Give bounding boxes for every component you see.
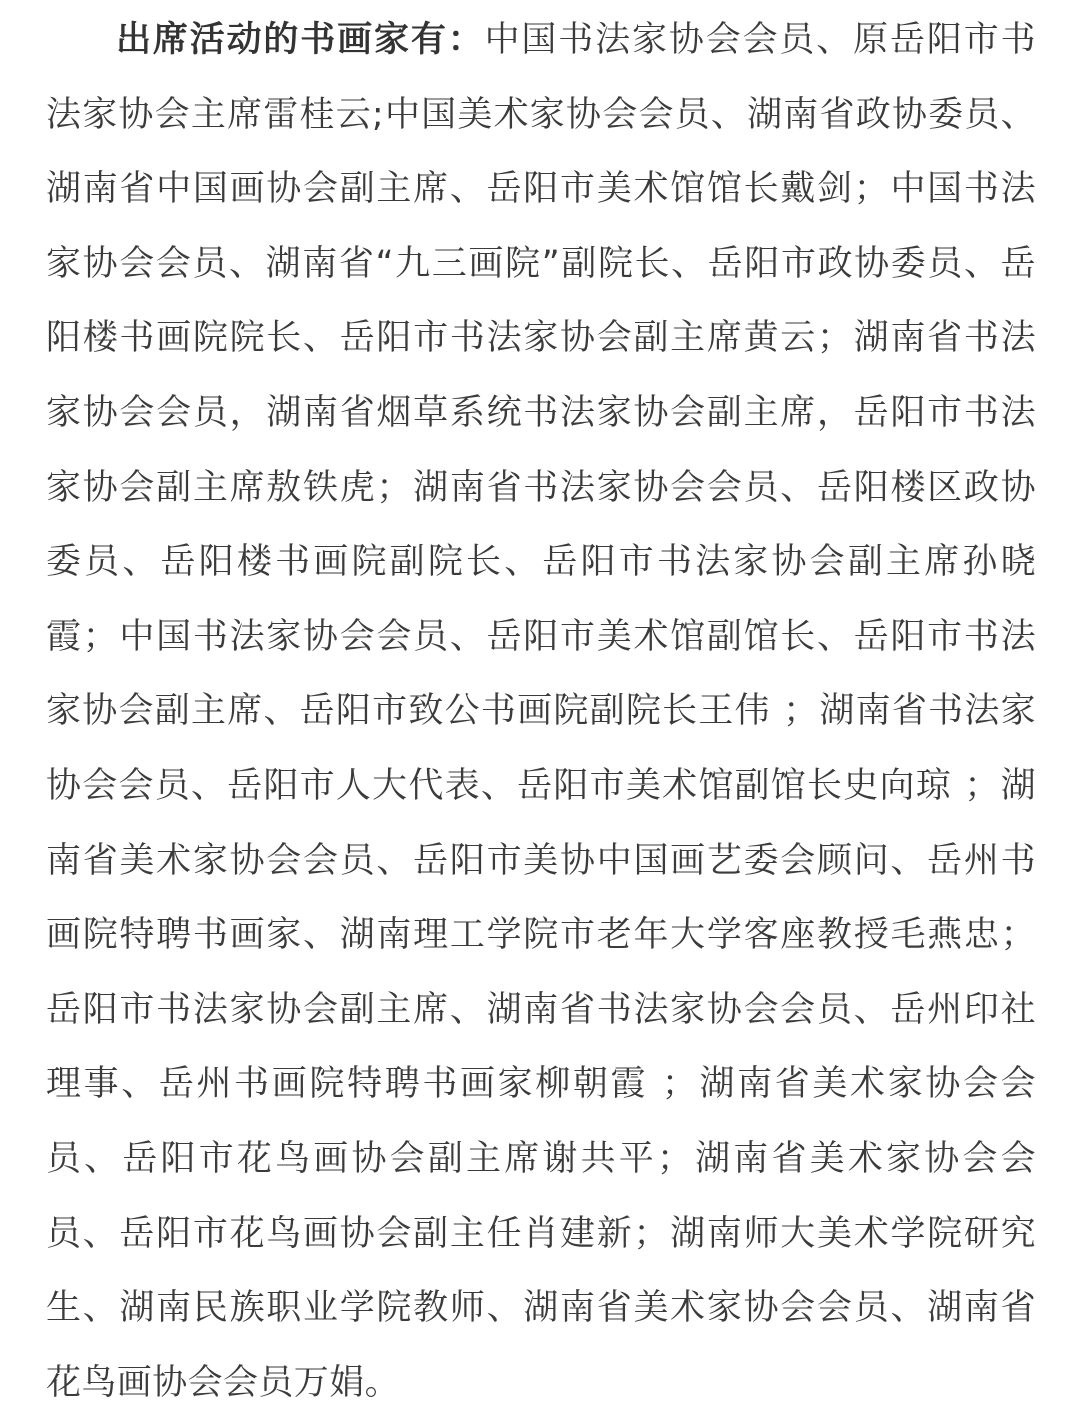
artist-list-text: 中国书法家协会会员、原岳阳市书法家协会主席雷桂云;中国美术家协会会员、湖南省政协委员、湖南省中国画协会副主席、岳阳市美术馆馆长戴剑；中国书法家协会会员、湖南省“九三画院”副院长、岳阳市政协委员、岳阳楼书画院院长、岳阳市书法家协会副主席黄云；湖南省书法家协会会员，湖南省烟草系统书法家协会副主席，岳阳市书法家协会副主席敖铁虎；湖南省书法家协会会员、岳阳楼区政协委员、岳阳楼书画院副院长、岳阳市书法家协会副主席孙晓霞；中国书法家协会会员、岳阳市美术馆副馆长、岳阳市书法家协会副主席、岳阳市致公书画院副院长王伟 ；湖南省书法家协会会员、岳阳市人大代表、岳阳市美术馆副馆长史向琼 ；湖南省美术家协会会员、岳阳市美协中国画艺委会顾问、岳州书画院特聘书画家、湖南理工学院市老年大学客座教授毛燕忠；岳阳市书法家协会副主席、湖南省书法家协会会员、岳州印社理事、岳州书画院特聘书画家柳朝霞 ；湖南省美术家协会会员、岳阳市花鸟画协会副主席谢共平；湖南省美术家协会会员、岳阳市花鸟画协会副主任肖建新；湖南师大美术学院研究生、湖南民族职业学院教师、湖南省美术家协会会员、湖南省花鸟画协会会员万娟。 — [46, 20, 1036, 1403]
lead-heading: 出席活动的书画家有： — [116, 20, 485, 60]
article-paragraph — [46, 3, 1036, 1420]
